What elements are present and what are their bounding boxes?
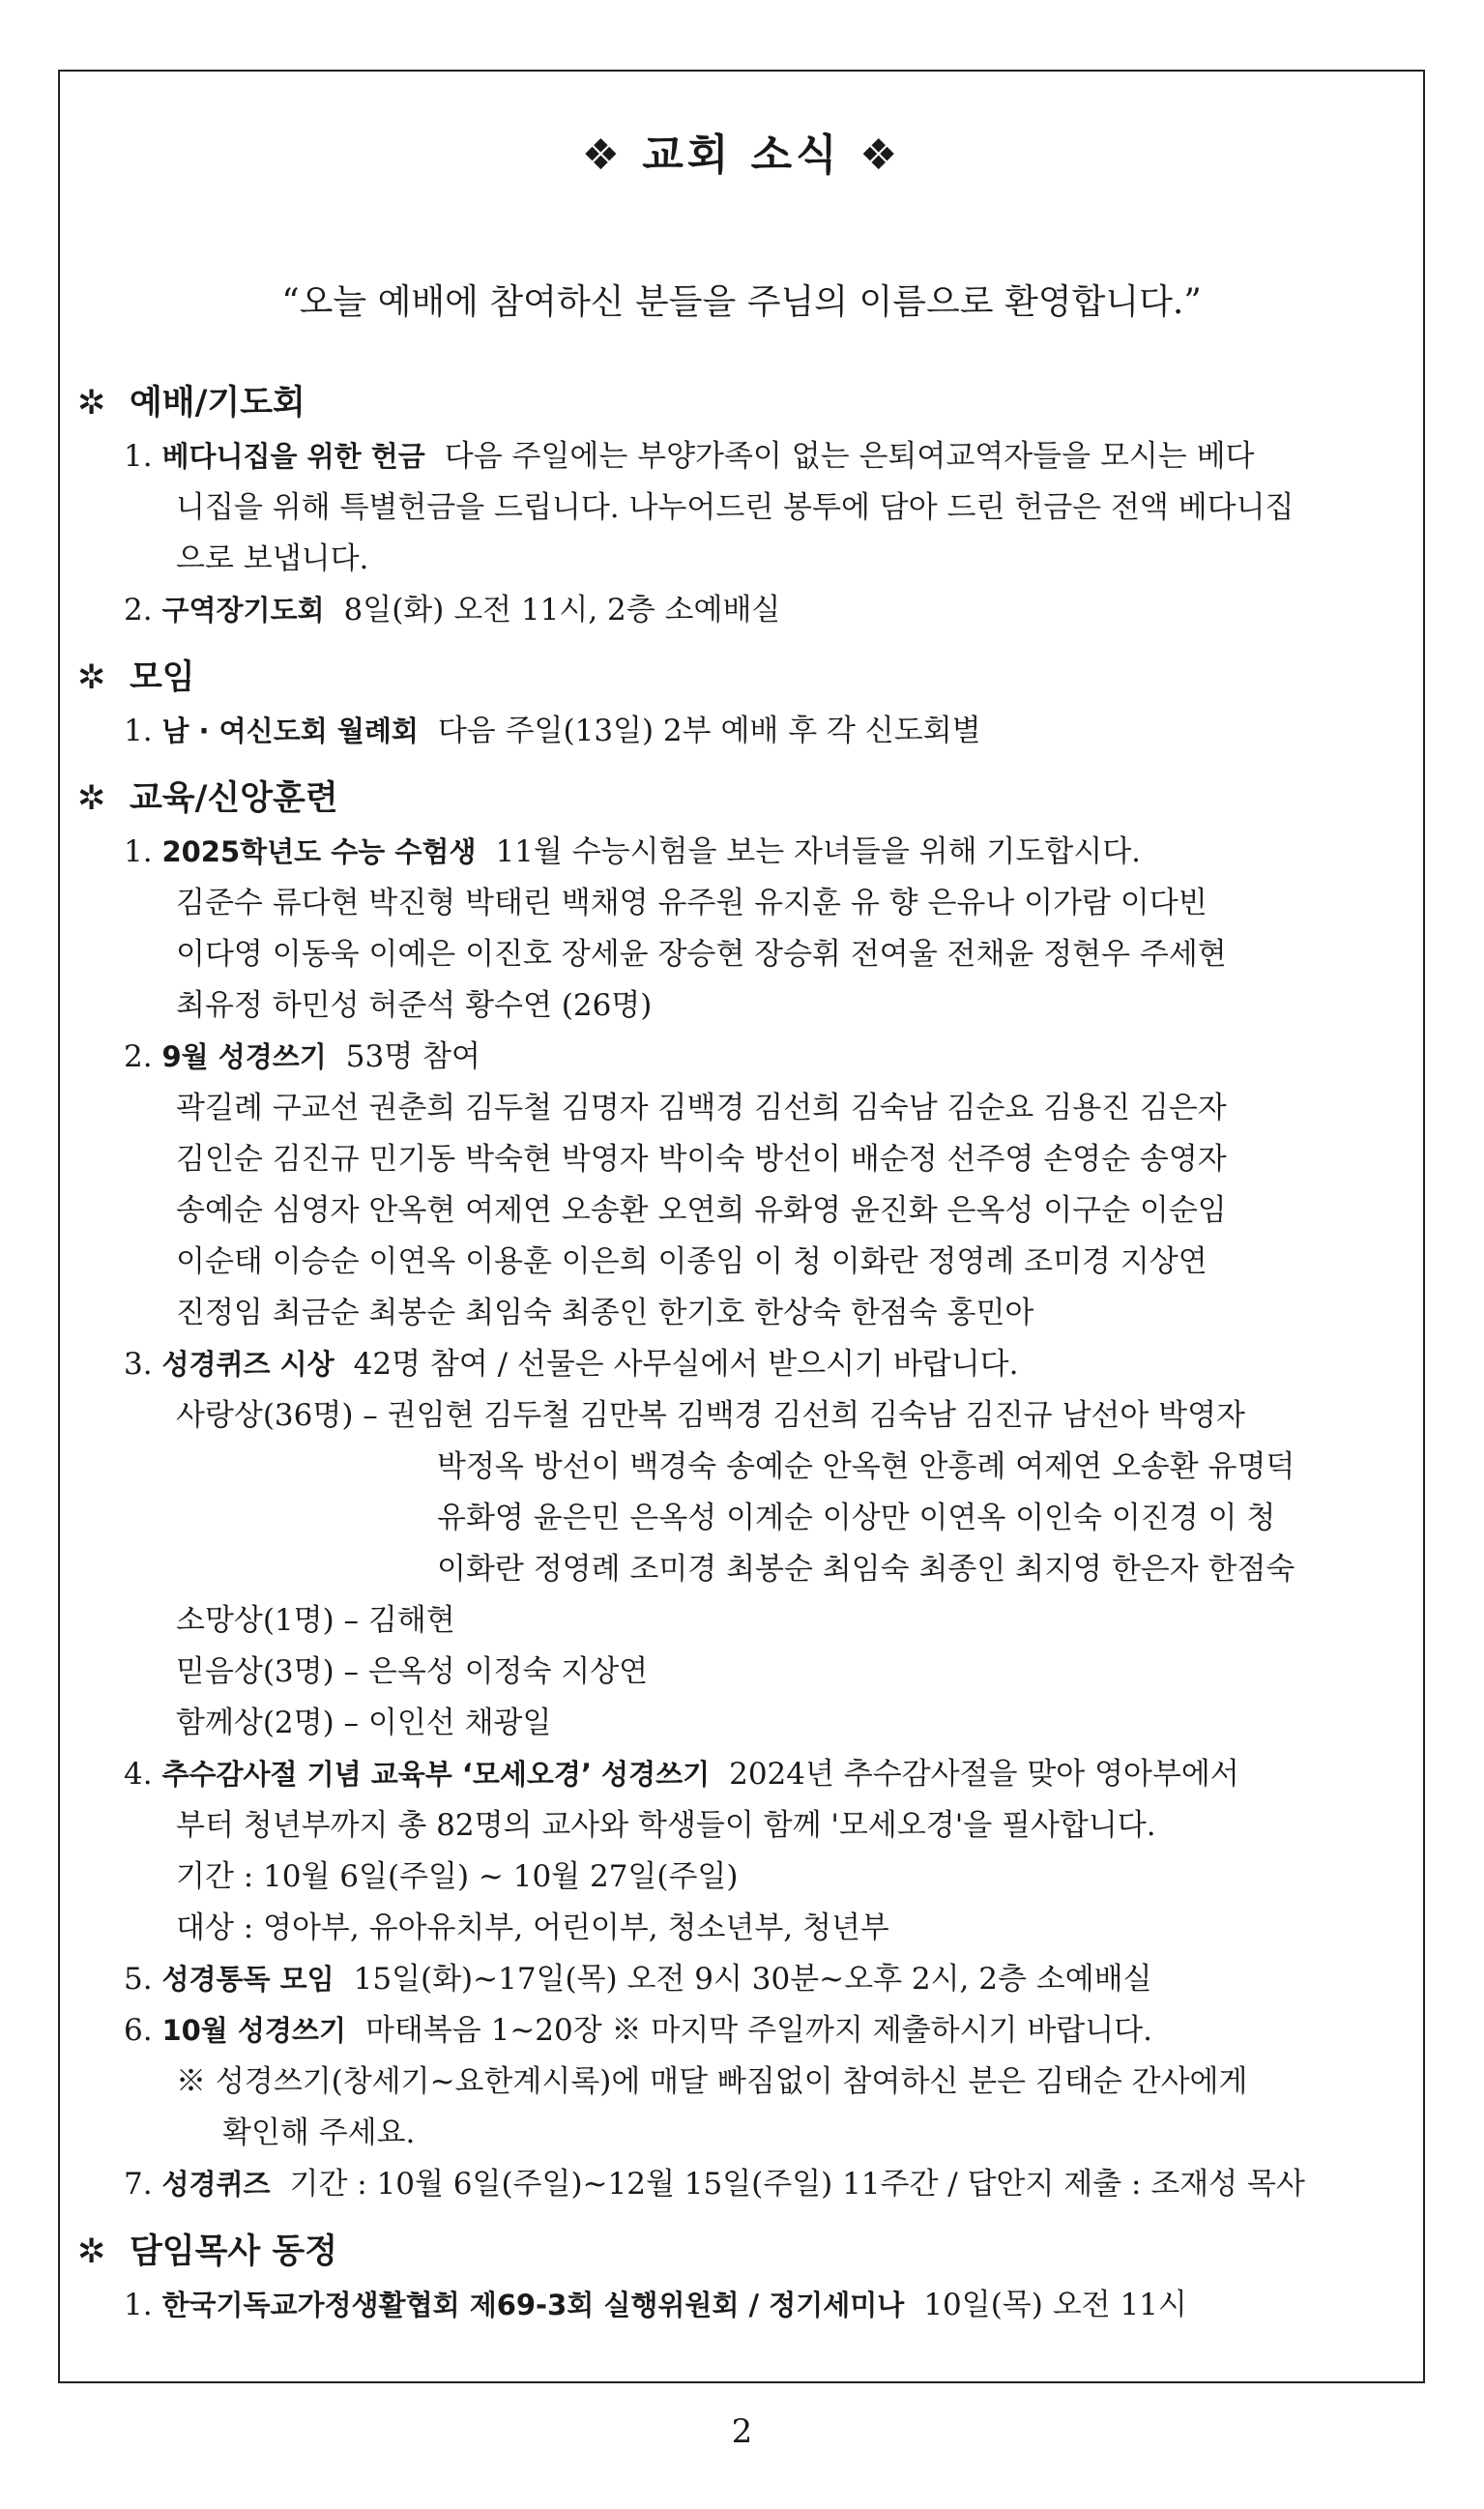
item-text: 8일(화) 오전 11시, 2층 소예배실	[343, 593, 781, 627]
list-item-text-line	[77, 1698, 1404, 1749]
item-number: 3.	[124, 1347, 153, 1382]
list-item	[77, 1749, 1404, 1800]
item-title: 성경통독 모임	[161, 1963, 335, 1996]
list-item-text-line	[77, 1595, 1404, 1647]
item-text: 부터 청년부까지 총 82명의 교사와 학생들이 함께 '모세오경'을 필사합니다.	[176, 1808, 1156, 1843]
item-text: 사랑상(36명) – 권임현 김두철 김만복 김백경 김선희 김숙남 김진규 남선아 박영자	[176, 1398, 1245, 1433]
item-title: 한국기독교가정생활협회 제69-3회 실행위원회 / 정기세미나	[161, 2289, 905, 2321]
item-text: 마태복음 1~20장 ※ 마지막 주일까지 제출하시기 바랍니다.	[364, 2013, 1152, 2048]
item-title: 9월 성경쓰기	[161, 1040, 327, 1073]
item-title: 성경퀴즈	[161, 2168, 271, 2201]
item-text: 송예순 심영자 안옥현 여제연 오송환 오연희 유화영 윤진화 은옥성 이구순 이순임	[176, 1193, 1227, 1228]
list-item-text-line	[77, 1647, 1404, 1698]
list-item-text-line	[77, 1185, 1404, 1237]
item-number: 6.	[124, 2013, 153, 2048]
list-item-text-line	[77, 1544, 1404, 1595]
item-text: 이다영 이동욱 이예은 이진호 장세윤 장승현 장승휘 전여울 전채윤 정현우 주세현	[176, 937, 1227, 972]
item-text: 다음 주일(13일) 2부 예배 후 각 신도회별	[437, 714, 981, 748]
list-item	[77, 2159, 1404, 2210]
section-heading	[77, 375, 1404, 431]
item-number: 1.	[124, 714, 153, 748]
item-text: 기간 : 10월 6일(주일)~12월 15일(주일) 11주간 / 답안지 제출 : 조재성 목사	[289, 2167, 1305, 2202]
list-item-text-line	[77, 1493, 1404, 1544]
item-text: 소망상(1명) – 김해현	[176, 1603, 455, 1638]
list-item-text-line	[77, 2057, 1404, 2108]
item-title: 10월 성경쓰기	[161, 2014, 346, 2047]
section-heading-text: 모임	[130, 658, 195, 697]
section-heading-text: 예배/기도회	[130, 384, 306, 423]
item-number: 4.	[124, 1757, 153, 1792]
list-item-text-line	[77, 980, 1404, 1032]
list-item	[77, 1339, 1404, 1390]
list-item	[77, 2280, 1404, 2331]
item-text: 박정옥 방선이 백경숙 송예순 안옥현 안흥례 여제연 오송환 유명덕	[437, 1449, 1295, 1484]
item-text: 함께상(2명) – 이인선 채광일	[176, 1706, 552, 1740]
section-mark-icon: ✲	[77, 384, 106, 423]
list-item-text-line	[77, 1288, 1404, 1339]
list-item-text-line	[77, 1237, 1404, 1288]
item-text: 2024년 추수감사절을 맞아 영아부에서	[729, 1757, 1239, 1792]
welcome-quote: “오늘 예배에 참여하신 분들을 주님의 이름으로 환영합니다.”	[281, 282, 1202, 322]
item-title: 추수감사절 기념 교육부 ‘모세오경’ 성경쓰기	[161, 1758, 711, 1791]
section-heading-text: 담임목사 동정	[130, 2232, 338, 2271]
list-item	[77, 1954, 1404, 2005]
section-heading	[77, 650, 1404, 706]
list-item-text-line	[77, 482, 1404, 534]
section-mark-icon: ✲	[77, 779, 106, 818]
item-number: 2.	[124, 1039, 153, 1074]
item-number: 1.	[124, 439, 153, 474]
item-text: 10일(목) 오전 11시	[923, 2288, 1187, 2322]
item-number: 1.	[124, 834, 153, 869]
item-text: 곽길례 구교선 권춘희 김두철 김명자 김백경 김선희 김숙남 김순요 김용진 김은자	[176, 1091, 1227, 1125]
list-item-text-line	[77, 929, 1404, 980]
item-text: 김준수 류다현 박진형 박태린 백채영 유주원 유지훈 유 향 은유나 이가람 이다빈	[176, 886, 1208, 920]
section-heading	[77, 771, 1404, 827]
list-item-text-line	[77, 1800, 1404, 1852]
item-number: 2.	[124, 593, 153, 627]
item-title: 남 · 여신도회 월례회	[161, 715, 419, 747]
item-text: 이순태 이승순 이연옥 이용훈 이은희 이종임 이 청 이화란 정영례 조미경 지상연	[176, 1244, 1208, 1279]
page-number: 2	[731, 2412, 753, 2451]
item-text: 이화란 정영례 조미경 최봉순 최임숙 최종인 최지영 한은자 한점숙	[437, 1552, 1295, 1587]
item-title: 베다니집을 위한 헌금	[161, 440, 425, 473]
list-item-text-line	[77, 878, 1404, 929]
list-item	[77, 1032, 1404, 1083]
item-text: 믿음상(3명) – 은옥성 이정숙 지상연	[176, 1654, 649, 1689]
list-item-text-line	[77, 1390, 1404, 1442]
item-title: 성경퀴즈 시상	[161, 1348, 335, 1381]
item-title: 구역장기도회	[161, 594, 325, 627]
list-item-text-line	[77, 1134, 1404, 1185]
list-item	[77, 827, 1404, 878]
item-text: 15일(화)~17일(목) 오전 9시 30분~오후 2시, 2층 소예배실	[353, 1962, 1152, 1997]
item-text: 42명 참여 / 선물은 사무실에서 받으시기 바랍니다.	[353, 1347, 1019, 1382]
item-text: 니집을 위해 특별헌금을 드립니다. 나누어드린 봉투에 담아 드린 헌금은 전액 베다니집	[176, 490, 1295, 525]
item-number: 5.	[124, 1962, 153, 1997]
news-content	[77, 362, 1404, 2331]
item-text: 기간 : 10월 6일(주일) ~ 10월 27일(주일)	[176, 1859, 739, 1894]
list-item	[77, 431, 1404, 482]
item-title: 2025학년도 수능 수험생	[161, 835, 477, 868]
list-item	[77, 585, 1404, 636]
list-item-text-line	[77, 1852, 1404, 1903]
item-text: 진정임 최금순 최봉순 최임숙 최종인 한기호 한상숙 한점숙 홍민아	[176, 1296, 1034, 1330]
item-text: 유화영 윤은민 은옥성 이계순 이상만 이연옥 이인숙 이진경 이 청	[437, 1501, 1276, 1535]
item-text: 다음 주일에는 부양가족이 없는 은퇴여교역자들을 모시는 베다	[444, 439, 1255, 474]
page-title: ❖ 교회 소식 ❖	[581, 131, 902, 180]
list-item	[77, 706, 1404, 757]
section-mark-icon: ✲	[77, 2232, 106, 2271]
list-item-text-line	[77, 2108, 1404, 2159]
item-text: 53명 참여	[345, 1039, 480, 1074]
list-item-text-line	[77, 1442, 1404, 1493]
list-item-text-line	[77, 1083, 1404, 1134]
item-text: 11월 수능시험을 보는 자녀들을 위해 기도합시다.	[495, 834, 1142, 869]
section-heading	[77, 2224, 1404, 2280]
list-item-text-line	[77, 534, 1404, 585]
item-text: 대상 : 영아부, 유아유치부, 어린이부, 청소년부, 청년부	[176, 1911, 889, 1945]
section-mark-icon: ✲	[77, 658, 106, 697]
list-item-text-line	[77, 1903, 1404, 1954]
section-heading-text: 교육/신앙훈련	[130, 779, 338, 818]
list-item	[77, 2005, 1404, 2057]
item-number: 1.	[124, 2288, 153, 2322]
item-text: 김인순 김진규 민기동 박숙현 박영자 박이숙 방선이 배순정 선주영 손영순 송영자	[176, 1142, 1227, 1177]
item-number: 7.	[124, 2167, 153, 2202]
page-frame	[58, 70, 1425, 2383]
item-text: 으로 보냅니다.	[176, 541, 369, 576]
item-text: 최유정 하민성 허준석 황수연 (26명)	[176, 988, 653, 1023]
item-text: ※ 성경쓰기(창세기~요한계시록)에 매달 빠짐없이 참여하신 분은 김태순 간사에게	[176, 2064, 1248, 2099]
item-text: 확인해 주세요.	[222, 2115, 416, 2150]
